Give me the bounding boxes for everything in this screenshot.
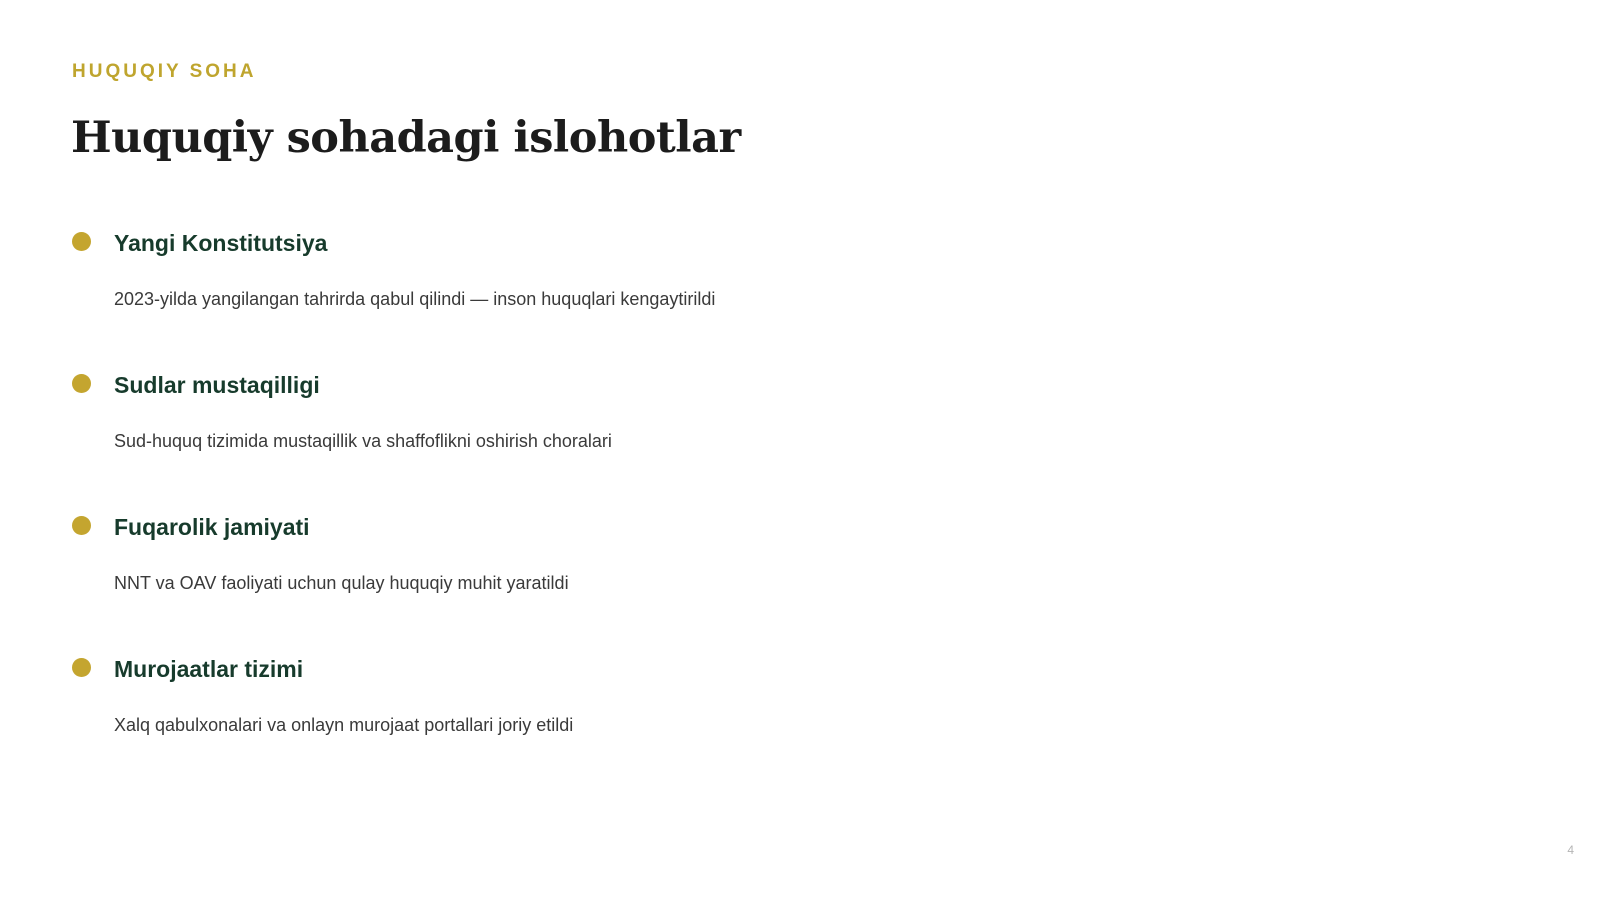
item-description: Sud-huquq tizimida mustaqillik va shaffoflikni oshirish choralari — [114, 431, 612, 451]
list-item — [72, 226, 1272, 368]
section-label: HUQUQIY SOHA — [72, 61, 257, 82]
item-title: Sudlar mustaqilligi — [114, 372, 320, 398]
list-item — [72, 368, 1272, 510]
item-description: NNT va OAV faoliyati uchun qulay huquqiy muhit yaratildi — [114, 573, 569, 593]
reform-list — [72, 226, 1272, 794]
page-number: 4 — [1567, 843, 1574, 857]
slide-title: Huquqiy sohadagi islohotlar — [71, 113, 741, 163]
bullet-dot-icon — [72, 232, 91, 251]
item-title: Yangi Konstitutsiya — [114, 230, 328, 256]
item-title: Fuqarolik jamiyati — [114, 514, 310, 540]
list-item — [72, 510, 1272, 652]
bullet-dot-icon — [72, 658, 91, 677]
bullet-dot-icon — [72, 516, 91, 535]
item-description: Xalq qabulxonalari va onlayn murojaat portallari joriy etildi — [114, 715, 574, 735]
item-title: Murojaatlar tizimi — [114, 656, 304, 682]
list-item — [72, 652, 1272, 794]
item-description: 2023-yilda yangilangan tahrirda qabul qilindi — inson huquqlari kengaytirildi — [114, 289, 716, 309]
bullet-dot-icon — [72, 374, 91, 393]
